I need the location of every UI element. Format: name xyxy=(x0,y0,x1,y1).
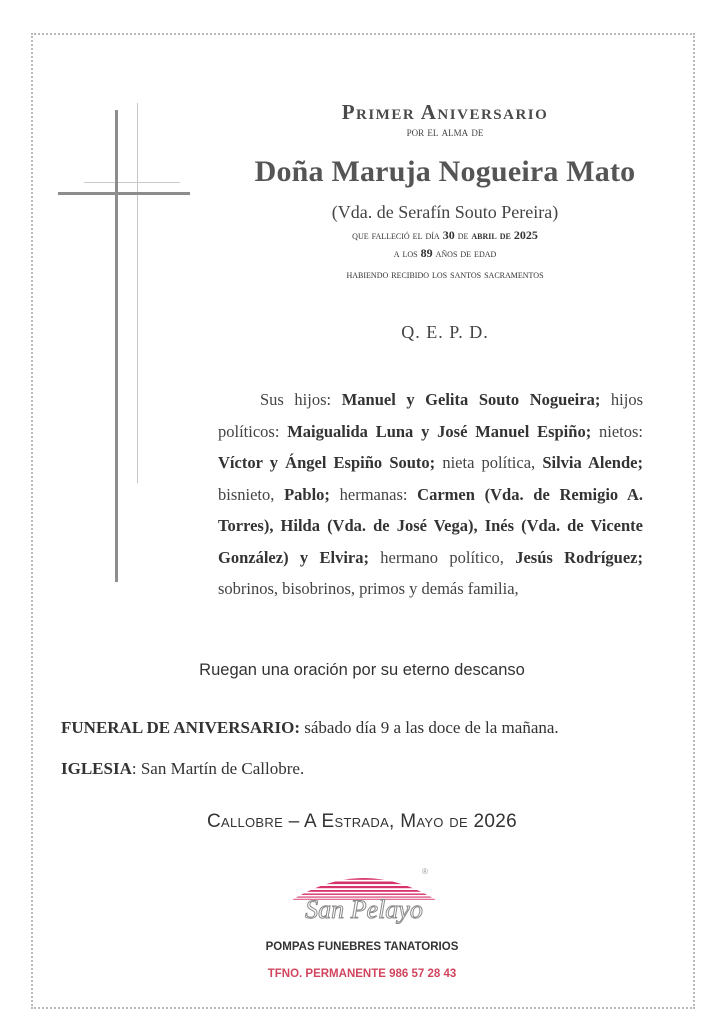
funeral-label: FUNERAL DE ANIVERSARIO: xyxy=(61,718,300,737)
death-prefix: que falleció el día xyxy=(352,228,440,242)
family-bold-1: Manuel y Gelita Souto Nogueira; xyxy=(341,390,601,409)
family-paragraph xyxy=(218,384,643,605)
place-date: Callobre – A Estrada, Mayo de 2026 xyxy=(206,811,518,832)
church-label: IGLESIA xyxy=(61,759,132,778)
family-bold-2: Maigualida Luna y José Manuel Espiño; xyxy=(287,421,592,441)
family-bold-5: Pablo; xyxy=(284,484,330,504)
qepd: Q. E. P. D. xyxy=(401,322,489,342)
registered-mark: ® xyxy=(422,867,428,876)
death-day: 30 xyxy=(442,228,455,242)
phone-number: TFNO. PERMANENTE 986 57 28 43 xyxy=(267,968,457,980)
church-text: : San Martín de Callobre. xyxy=(131,759,305,778)
company-name: POMPAS FUNEBRES TANATORIOS xyxy=(265,941,459,953)
age-suffix: años de edad xyxy=(435,246,497,260)
deceased-name: Doña Maruja Nogueira Mato xyxy=(254,155,636,188)
family-bold-4: Silvia Alende; xyxy=(542,453,643,472)
logo-graphic xyxy=(284,860,444,930)
family-text-1: Sus hijos: xyxy=(260,390,342,409)
age-line xyxy=(236,246,654,261)
death-month-year: abril de 2025 xyxy=(471,228,538,242)
family-text-7: hermano político, xyxy=(368,547,516,567)
family-text-4: nieta política, xyxy=(435,453,543,472)
death-date-line xyxy=(236,228,654,243)
widow-of: (Vda. de Serafín Souto Pereira) xyxy=(331,202,559,222)
san-pelayo-logo xyxy=(284,860,444,930)
family-text-6: hermanas: xyxy=(329,484,418,504)
header-title: Primer Aniversario xyxy=(341,100,549,124)
family-text-8: sobrinos, bisobrinos, primos y demás familia, xyxy=(218,579,519,598)
death-de: de xyxy=(457,228,469,242)
age-prefix: a los xyxy=(393,246,418,260)
family-text-5: bisnieto, xyxy=(218,484,285,504)
funeral-text: sábado día 9 a las doce de la mañana. xyxy=(299,718,559,737)
church-line xyxy=(61,759,661,779)
funeral-line xyxy=(61,718,661,738)
age-value: 89 xyxy=(420,246,433,260)
family-bold-3: Víctor y Ángel Espiño Souto; xyxy=(218,453,436,472)
sacraments-line: habiendo recibido los santos sacramentos xyxy=(346,267,544,281)
prayer-request: Ruegan una oración por su eterno descanso xyxy=(199,661,525,679)
logo-text: San Pelayo xyxy=(305,895,423,924)
family-bold-6: Carmen (Vda. de Remigio A. Torres), Hilda (Vda. de José Vega), Inés (Vda. de Vicente González) y Elvira; xyxy=(218,484,643,567)
family-bold-7: Jesús Rodríguez; xyxy=(515,547,643,567)
family-text-3: nietos: xyxy=(591,421,643,441)
family-text-2: hijos políticos: xyxy=(218,390,643,441)
header-subtitle: por el alma de xyxy=(406,124,484,139)
